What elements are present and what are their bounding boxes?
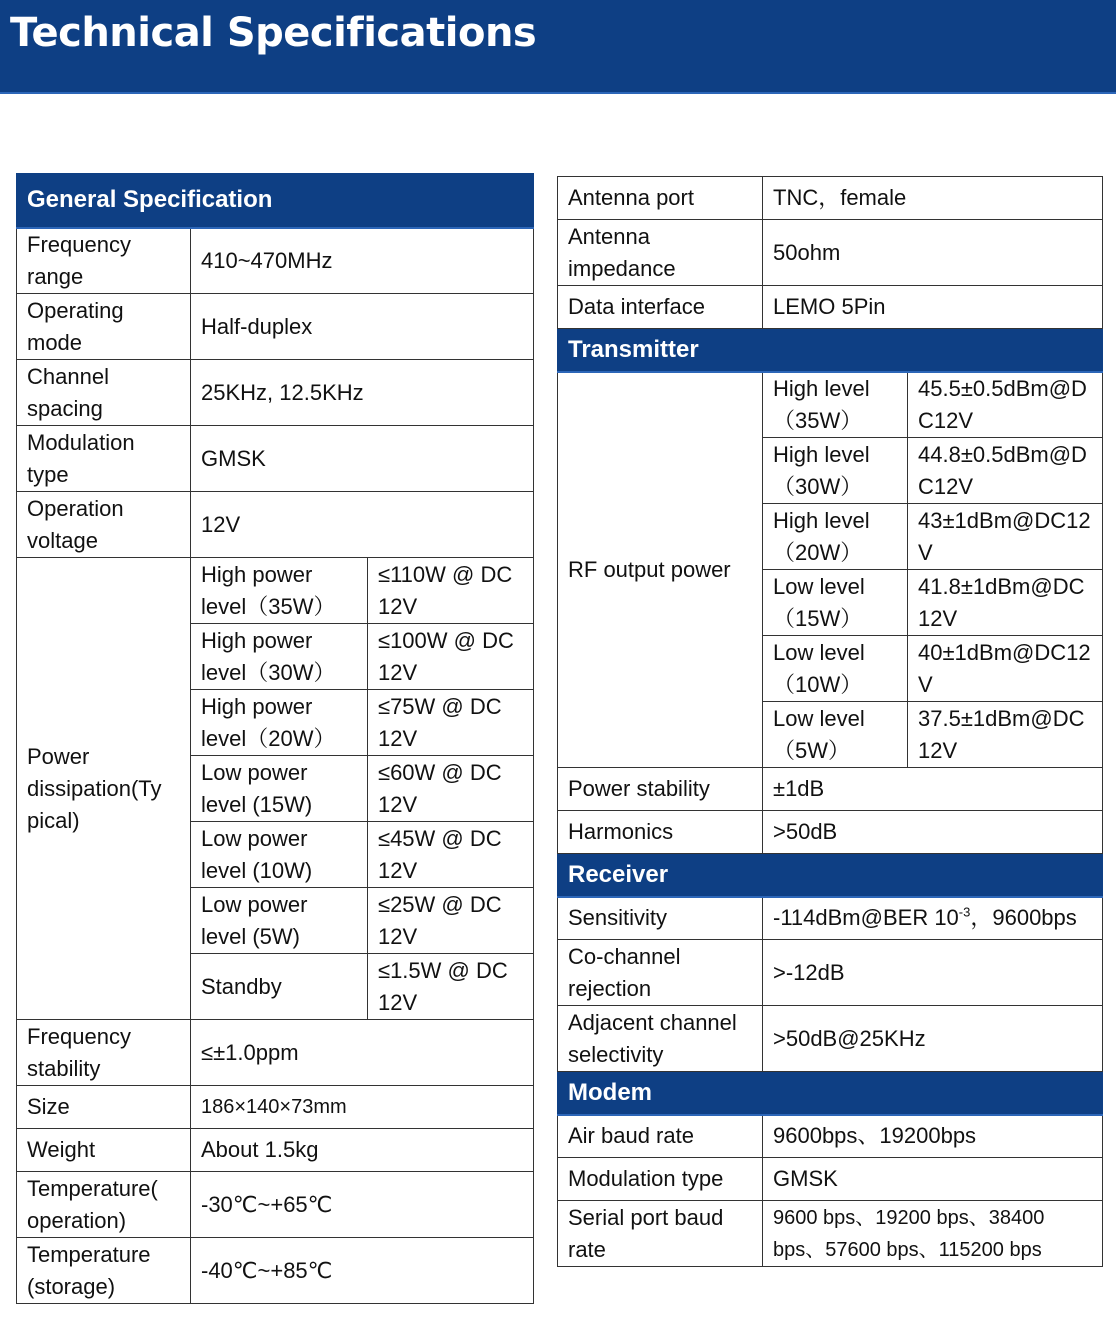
spec-value: >-12dB: [763, 940, 1103, 1006]
power-value: ≤45W @ DC 12V: [368, 822, 534, 888]
rf-power-row: [558, 372, 1103, 438]
power-value: ≤1.5W @ DC 12V: [368, 954, 534, 1020]
rf-value: 44.8±0.5dBm@D C12V: [908, 438, 1103, 504]
spec-value: About 1.5kg: [191, 1129, 534, 1172]
power-level: Standby: [191, 954, 368, 1020]
power-level: High power level（35W）: [191, 558, 368, 624]
spec-row-harmonics: [558, 811, 1103, 854]
page-title: Technical Specifications: [10, 10, 537, 56]
spec-value: GMSK: [763, 1158, 1103, 1201]
rf-value: 37.5±1dBm@DC 12V: [908, 702, 1103, 768]
rf-value: 40±1dBm@DC12 V: [908, 636, 1103, 702]
spec-label: Air baud rate: [558, 1115, 763, 1158]
spec-row-adjacent-channel: [558, 1006, 1103, 1072]
spec-value: LEMO 5Pin: [763, 286, 1103, 329]
spec-label: Antenna port: [558, 177, 763, 220]
spec-row-channel-spacing: [17, 360, 534, 426]
section-title-modem: Modem: [558, 1072, 1103, 1115]
power-level: High power level（30W）: [191, 624, 368, 690]
spec-value: 12V: [191, 492, 534, 558]
spec-label: Antenna impedance: [558, 220, 763, 286]
rf-level: Low level （5W）: [763, 702, 908, 768]
spec-label: Size: [17, 1086, 191, 1129]
spec-label: Operation voltage: [17, 492, 191, 558]
general-spec-table: [16, 173, 534, 1304]
power-level: Low power level (10W): [191, 822, 368, 888]
spec-label-rf-output-power: RF output power: [558, 372, 763, 768]
power-level: High power level（20W）: [191, 690, 368, 756]
rf-level: Low level （10W）: [763, 636, 908, 702]
rf-value: 43±1dBm@DC12 V: [908, 504, 1103, 570]
spec-value: >50dB: [763, 811, 1103, 854]
spec-row-operating-mode: [17, 294, 534, 360]
rf-spec-table: [557, 176, 1103, 1267]
spec-label: Co-channel rejection: [558, 940, 763, 1006]
spec-row-sensitivity: [558, 897, 1103, 940]
spec-row-serial-baud-rate: [558, 1201, 1103, 1267]
rf-level: High level （35W）: [763, 372, 908, 438]
spec-value: 9600 bps、19200 bps、38400 bps、57600 bps、115200 bps: [763, 1201, 1103, 1267]
spec-label: Operating mode: [17, 294, 191, 360]
spec-row-data-interface: [558, 286, 1103, 329]
spec-row-modulation-type: [17, 426, 534, 492]
section-header-row: [558, 329, 1103, 372]
spec-value: -40℃~+85℃: [191, 1238, 534, 1304]
rf-value: 41.8±1dBm@DC 12V: [908, 570, 1103, 636]
spec-value: ±1dB: [763, 768, 1103, 811]
spec-value: TNC，female: [763, 177, 1103, 220]
spec-label: Serial port baud rate: [558, 1201, 763, 1267]
power-value: ≤75W @ DC 12V: [368, 690, 534, 756]
spec-label: Weight: [17, 1129, 191, 1172]
spec-label: Power stability: [558, 768, 763, 811]
spec-label-power-dissipation: Power dissipation(Ty pical): [17, 558, 191, 1020]
section-header-row: [558, 1072, 1103, 1115]
spec-row-frequency-range: [17, 228, 534, 294]
spec-row-operation-voltage: [17, 492, 534, 558]
spec-label: Sensitivity: [558, 897, 763, 940]
spec-row-power-stability: [558, 768, 1103, 811]
spec-value: -30℃~+65℃: [191, 1172, 534, 1238]
spec-value: -114dBm@BER $10^{-3}$，9600bps: [763, 897, 1103, 940]
power-row: [17, 558, 534, 624]
page-header: [0, 0, 1116, 94]
spec-label: Channel spacing: [17, 360, 191, 426]
rf-value: 45.5±0.5dBm@D C12V: [908, 372, 1103, 438]
spec-row-air-baud-rate: [558, 1115, 1103, 1158]
spec-value: GMSK: [191, 426, 534, 492]
spec-value: 9600bps、19200bps: [763, 1115, 1103, 1158]
power-value: ≤25W @ DC 12V: [368, 888, 534, 954]
spec-row-modulation-type: [558, 1158, 1103, 1201]
spec-label: Adjacent channel selectivity: [558, 1006, 763, 1072]
spec-value: ≤±1.0ppm: [191, 1020, 534, 1086]
spec-value: Half-duplex: [191, 294, 534, 360]
spec-label: Modulation type: [558, 1158, 763, 1201]
spec-row-size: [17, 1086, 534, 1129]
power-value: ≤110W @ DC 12V: [368, 558, 534, 624]
spec-label: Temperature (storage): [17, 1238, 191, 1304]
spec-label: Frequency range: [17, 228, 191, 294]
spec-label: Modulation type: [17, 426, 191, 492]
section-title-transmitter: Transmitter: [558, 329, 1103, 372]
spec-label: Harmonics: [558, 811, 763, 854]
spec-row-antenna-port: [558, 177, 1103, 220]
section-header-row: [17, 174, 534, 228]
spec-label: Frequency stability: [17, 1020, 191, 1086]
rf-level: High level （30W）: [763, 438, 908, 504]
section-header-row: [558, 854, 1103, 897]
spec-label: Data interface: [558, 286, 763, 329]
spec-row-temperature-storage: [17, 1238, 534, 1304]
spec-row-temperature-operation: [17, 1172, 534, 1238]
spec-row-antenna-impedance: [558, 220, 1103, 286]
spec-value: 50ohm: [763, 220, 1103, 286]
power-value: ≤100W @ DC 12V: [368, 624, 534, 690]
power-level: Low power level (5W): [191, 888, 368, 954]
spec-value: 410~470MHz: [191, 228, 534, 294]
rf-level: Low level （15W）: [763, 570, 908, 636]
section-title-general: General Specification: [17, 174, 534, 228]
power-value: ≤60W @ DC 12V: [368, 756, 534, 822]
spec-value: 186×140×73mm: [191, 1086, 534, 1129]
spec-value: >50dB@25KHz: [763, 1006, 1103, 1072]
spec-value: 25KHz, 12.5KHz: [191, 360, 534, 426]
spec-row-frequency-stability: [17, 1020, 534, 1086]
power-level: Low power level (15W): [191, 756, 368, 822]
spec-label: Temperature( operation): [17, 1172, 191, 1238]
rf-level: High level （20W）: [763, 504, 908, 570]
section-title-receiver: Receiver: [558, 854, 1103, 897]
spec-row-co-channel-rejection: [558, 940, 1103, 1006]
spec-row-weight: [17, 1129, 534, 1172]
